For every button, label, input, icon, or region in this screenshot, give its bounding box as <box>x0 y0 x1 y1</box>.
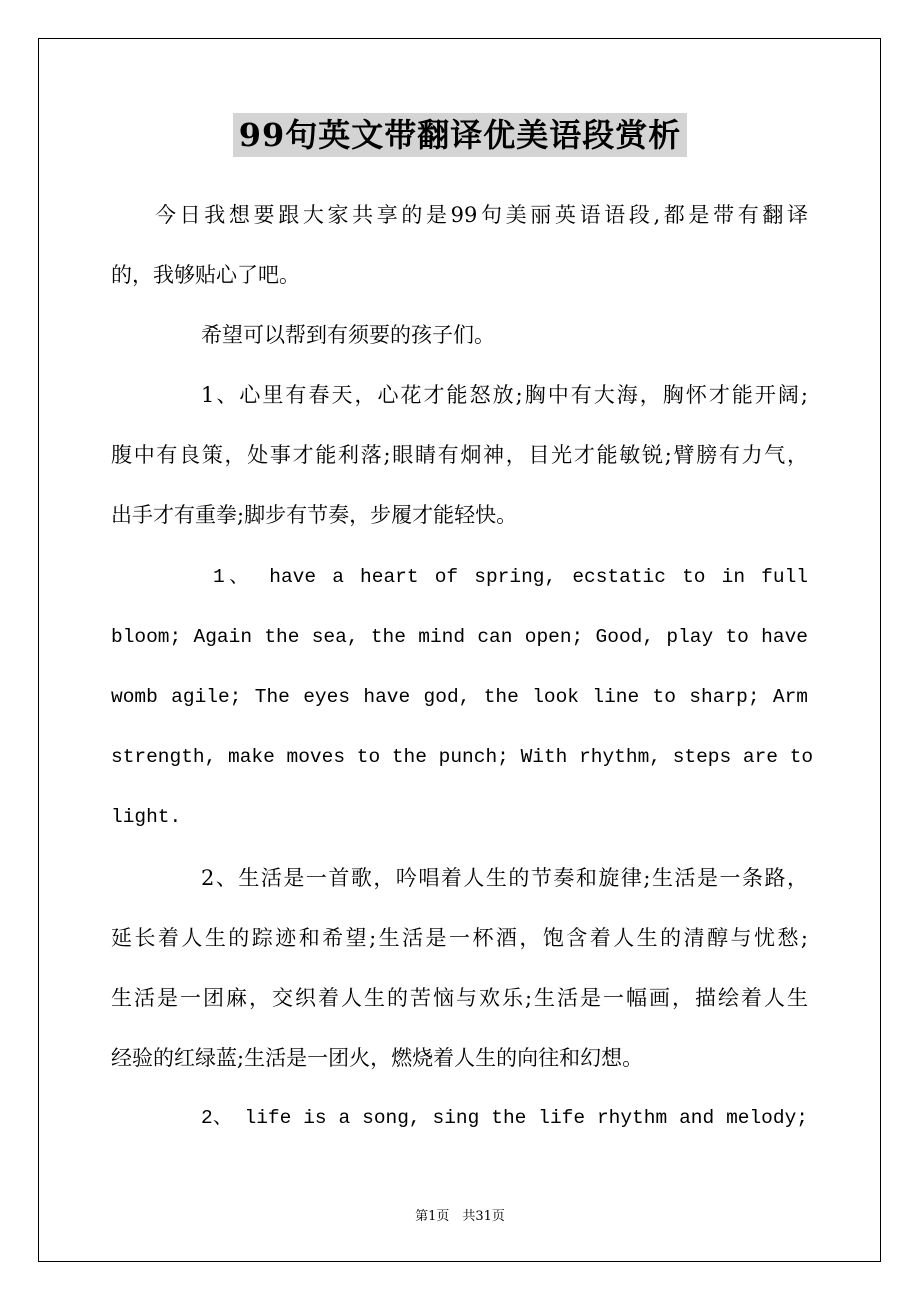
paragraph-line: 经验的红绿蓝;生活是一团火，燃烧着人生的向往和幻想。 <box>111 1046 644 1070</box>
paragraph-line: bloom; Again the sea, the mind can open; Good, play to have <box>111 626 808 648</box>
paragraph-line: strength, make moves to the punch; With rhythm, steps are to <box>111 746 814 768</box>
paragraph-line: 生活是一团麻，交织着人生的苦恼与欢乐;生活是一幅画，描绘着人生 <box>111 986 808 1010</box>
paragraph-line: light. <box>111 806 182 828</box>
paragraph-line: 2、 life is a song, sing the life rhythm and melody; <box>201 1107 808 1129</box>
paragraph-line: 2、生活是一首歌，吟唱着人生的节奏和旋律;生活是一条路， <box>201 866 808 890</box>
paragraph-line: 延长着人生的踪迹和希望;生活是一杯酒，饱含着人生的清醇与忧愁; <box>111 926 808 950</box>
paragraph-line: 1、 have a heart of spring, ecstatic to in full <box>213 566 808 588</box>
paragraph-line: 的，我够贴心了吧。 <box>111 263 300 287</box>
paragraph-line: 出手才有重拳;脚步有节奏，步履才能轻快。 <box>111 503 518 527</box>
paragraph-line: womb agile; The eyes have god, the look line to sharp; Arm <box>111 686 808 708</box>
document-title: 99句英文带翻译优美语段赏析 <box>233 113 687 157</box>
paragraph-line: 腹中有良策，处事才能利落;眼睛有炯神，目光才能敏锐;臂膀有力气， <box>111 443 808 467</box>
paragraph-line: 今日我想要跟大家共享的是99句美丽英语语段,都是带有翻译 <box>155 203 808 227</box>
paragraph-line: 希望可以帮到有须要的孩子们。 <box>201 323 495 347</box>
page-number: 第1页 共31页 <box>415 1209 505 1224</box>
paragraph-line: 1、心里有春天，心花才能怒放;胸中有大海，胸怀才能开阔; <box>201 383 808 407</box>
